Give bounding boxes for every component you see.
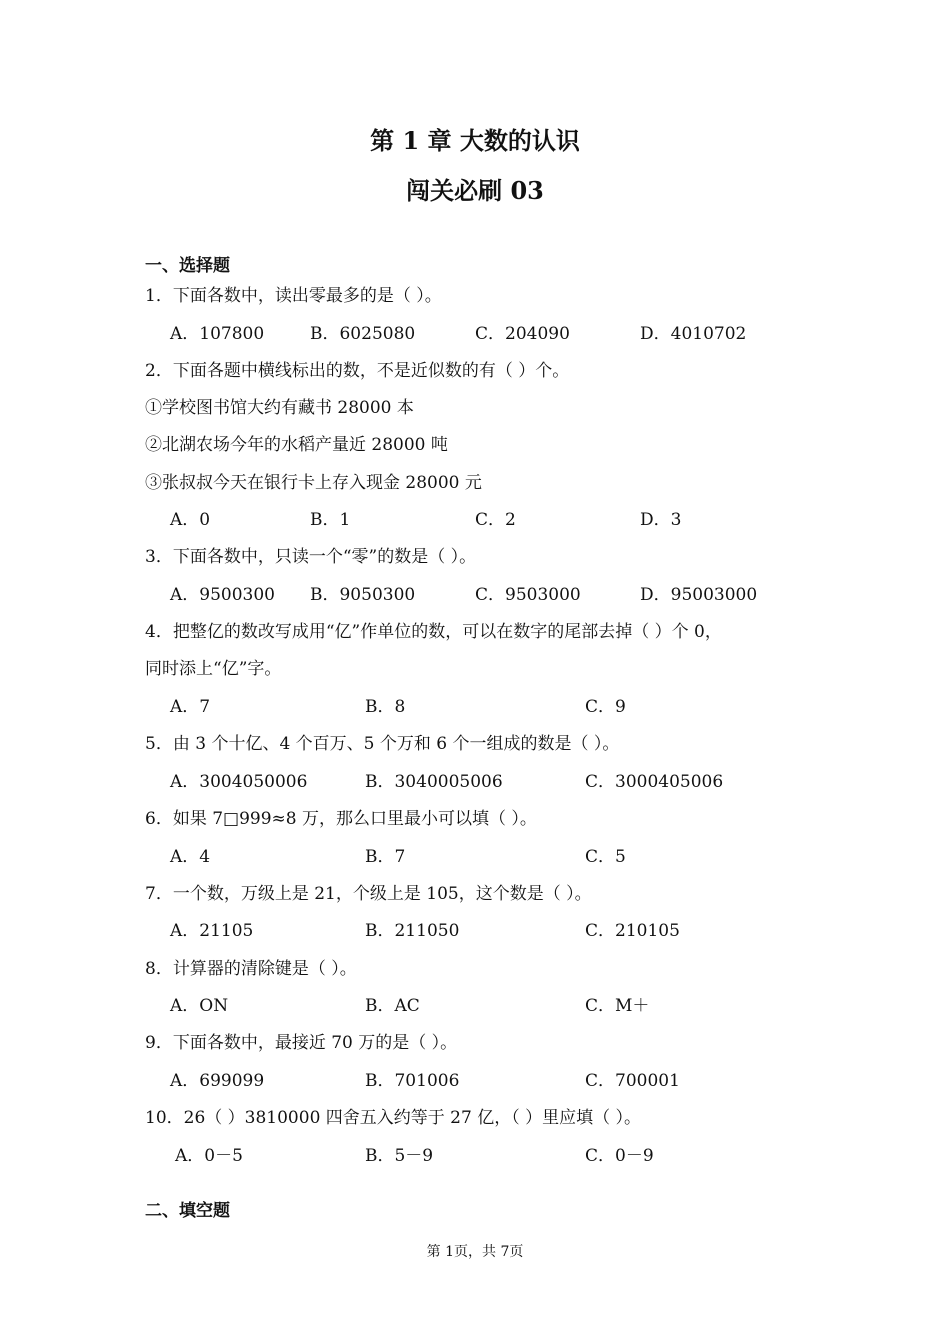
question-10-option-a: A．0－5 xyxy=(175,1146,243,1166)
question-3-text: 3．下面各数中，只读一个“零”的数是（ ）。 xyxy=(145,547,477,567)
question-3-option-d: D．95003000 xyxy=(640,585,758,605)
question-2-statement-2: ②北湖农场今年的水稻产量近 28000 吨 xyxy=(145,435,448,455)
question-5-option-b: B．3040005006 xyxy=(365,772,503,792)
section-heading-fill-in: 二、填空题 xyxy=(145,1201,230,1221)
question-2-option-c: C．2 xyxy=(475,510,516,530)
question-6-option-c: C．5 xyxy=(585,847,626,867)
question-7-option-c: C．210105 xyxy=(585,921,680,941)
question-8-option-a: A．ON xyxy=(170,996,229,1016)
question-9-option-a: A．699099 xyxy=(170,1071,265,1091)
question-2-statement-3: ③张叔叔今天在银行卡上存入现金 28000 元 xyxy=(145,473,482,493)
question-7-option-b: B．211050 xyxy=(365,921,460,941)
question-4-option-b: B．8 xyxy=(365,697,406,717)
question-5-option-a: A．3004050006 xyxy=(170,772,308,792)
question-2-statement-1: ①学校图书馆大约有藏书 28000 本 xyxy=(145,398,414,418)
question-3-option-c: C．9503000 xyxy=(475,585,581,605)
question-2-option-b: B．1 xyxy=(310,510,351,530)
question-1-option-a: A．107800 xyxy=(170,324,265,344)
question-4-option-c: C．9 xyxy=(585,697,626,717)
question-2-option-a: A．0 xyxy=(170,510,211,530)
question-9-option-c: C．700001 xyxy=(585,1071,680,1091)
page-title: 第 1 章 大数的认识 xyxy=(370,126,580,155)
question-2-text: 2．下面各题中横线标出的数，不是近似数的有（ ）个。 xyxy=(145,361,570,381)
question-2-option-d: D．3 xyxy=(640,510,682,530)
question-4-text-line-2: 同时添上“亿”字。 xyxy=(145,659,282,679)
section-heading-choice: 一、选择题 xyxy=(145,256,230,276)
page-footer: 第 1页，共 7页 xyxy=(426,1244,524,1260)
question-7-text: 7．一个数，万级上是 21，个级上是 105，这个数是（ ）。 xyxy=(145,884,592,904)
question-6-option-a: A．4 xyxy=(170,847,211,867)
question-4-option-a: A．7 xyxy=(170,697,211,717)
question-8-text: 8．计算器的清除键是（ ）。 xyxy=(145,959,357,979)
question-1-option-b: B．6025080 xyxy=(310,324,416,344)
question-10-option-c: C．0－9 xyxy=(585,1146,654,1166)
question-1-option-c: C．204090 xyxy=(475,324,570,344)
page-subtitle: 闯关必刷 03 xyxy=(406,176,544,205)
question-10-text: 10．26（ ）3810000 四舍五入约等于 27 亿，（ ）里应填（ ）。 xyxy=(145,1108,642,1128)
question-4-text-line-1: 4．把整亿的数改写成用“亿”作单位的数，可以在数字的尾部去掉（ ）个 0， xyxy=(145,622,722,642)
question-6-option-b: B．7 xyxy=(365,847,406,867)
question-5-option-c: C．3000405006 xyxy=(585,772,724,792)
question-10-option-b: B．5－9 xyxy=(365,1146,434,1166)
question-5-text: 5．由 3 个十亿、4 个百万、5 个万和 6 个一组成的数是（ ）。 xyxy=(145,734,620,754)
question-9-text: 9．下面各数中，最接近 70 万的是（ ）。 xyxy=(145,1033,458,1053)
question-8-option-b: B．AC xyxy=(365,996,420,1016)
question-6-text: 6．如果 7□999≈8 万，那么口里最小可以填（ ）。 xyxy=(145,809,537,829)
question-7-option-a: A．21105 xyxy=(170,921,254,941)
question-3-option-b: B．9050300 xyxy=(310,585,416,605)
question-1-text: 1．下面各数中，读出零最多的是（ ）。 xyxy=(145,286,442,306)
question-3-option-a: A．9500300 xyxy=(170,585,275,605)
question-8-option-c: C．M＋ xyxy=(585,996,650,1016)
question-1-option-d: D．4010702 xyxy=(640,324,747,344)
question-9-option-b: B．701006 xyxy=(365,1071,460,1091)
